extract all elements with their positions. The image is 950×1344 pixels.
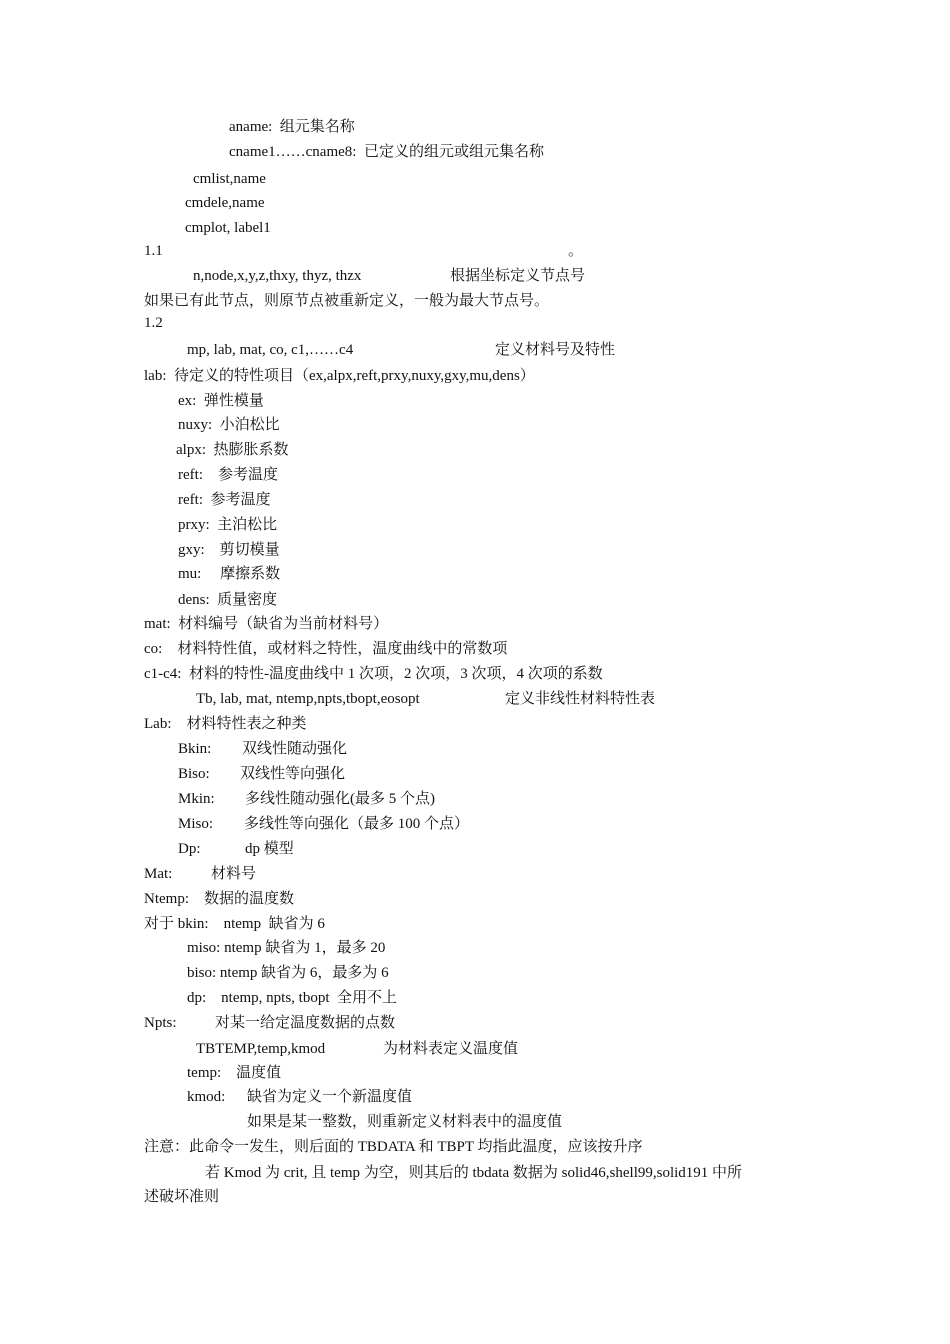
text-line: 对于 bkin: ntemp 缺省为 6 <box>144 916 325 932</box>
text-line: alpx: 热膨胀系数 <box>176 442 289 458</box>
text-line: aname: 组元集名称 <box>229 119 355 135</box>
text-line: reft: 参考温度 <box>178 467 278 483</box>
text-line: 述破坏准则 <box>144 1189 220 1205</box>
note-line: 注意：此命令一发生，则后面的 TBDATA 和 TBPT 均指此温度，应该按升序 <box>144 1139 643 1155</box>
text-line: kmod: 缺省为定义一个新温度值 <box>187 1089 413 1105</box>
text-line: lab: 待定义的特性项目（ex,alpx,reft,prxy,nuxy,gxy,mu,dens） <box>144 368 535 384</box>
command-line: Tb, lab, mat, ntemp,npts,tbopt,eosopt 定义非线性材料特性表 <box>196 691 656 707</box>
text-line: prxy: 主泊松比 <box>178 517 278 533</box>
text-line: Dp: dp 模型 <box>178 841 294 857</box>
text-line: Npts: 对某一给定温度数据的点数 <box>144 1015 396 1031</box>
text-line: dp: ntemp, npts, tbopt 全用不上 <box>187 990 398 1006</box>
command-line: mp, lab, mat, co, c1,……c4 定义材料号及特性 <box>187 342 616 358</box>
text-line: cmdele,name <box>185 195 265 211</box>
text-line: cname1……cname8: 已定义的组元或组元集名称 <box>229 144 544 160</box>
command-line: n,node,x,y,z,thxy, thyz, thzx 根据坐标定义节点号 <box>193 268 586 284</box>
text-line: Ntemp: 数据的温度数 <box>144 891 294 907</box>
section-number: 1.2 <box>144 315 163 331</box>
text-line: dens: 质量密度 <box>178 592 278 608</box>
text-line: biso: ntemp 缺省为 6，最多为 6 <box>187 965 389 981</box>
command-line: TBTEMP,temp,kmod 为材料表定义温度值 <box>196 1041 519 1057</box>
section-number: 1.1 。 <box>144 243 584 259</box>
text-line: miso: ntemp 缺省为 1，最多 20 <box>187 940 386 956</box>
text-line: ex: 弹性模量 <box>178 393 264 409</box>
text-line: 如果是某一整数，则重新定义材料表中的温度值 <box>247 1114 563 1130</box>
text-line: reft: 参考温度 <box>178 492 271 508</box>
text-line: Mat: 材料号 <box>144 866 257 882</box>
text-line: co: 材料特性值，或材料之特性，温度曲线中的常数项 <box>144 641 508 657</box>
text-line: c1-c4: 材料的特性-温度曲线中 1 次项，2 次项，3 次项，4 次项的系数 <box>144 666 603 682</box>
text-line: temp: 温度值 <box>187 1065 282 1081</box>
text-line: Bkin: 双线性随动强化 <box>178 741 348 757</box>
text-line: Mkin: 多线性随动强化(最多 5 个点) <box>178 791 435 807</box>
text-line: 若 Kmod 为 crit, 且 temp 为空，则其后的 tbdata 数据为 solid46,shell99,solid191 中所 <box>205 1165 743 1181</box>
text-line: gxy: 剪切模量 <box>178 542 280 558</box>
text-line: Miso: 多线性等向强化（最多 100 个点） <box>178 816 470 832</box>
text-line: Biso: 双线性等向强化 <box>178 766 346 782</box>
text-line: nuxy: 小泊松比 <box>178 417 280 433</box>
text-line: cmlist,name <box>193 171 266 187</box>
text-line: mat: 材料编号（缺省为当前材料号） <box>144 616 389 632</box>
text-line: 如果已有此节点，则原节点被重新定义，一般为最大节点号。 <box>144 293 550 309</box>
text-line: cmplot, label1 <box>185 220 271 236</box>
text-line: mu: 摩擦系数 <box>178 566 281 582</box>
text-line: Lab: 材料特性表之种类 <box>144 716 307 732</box>
